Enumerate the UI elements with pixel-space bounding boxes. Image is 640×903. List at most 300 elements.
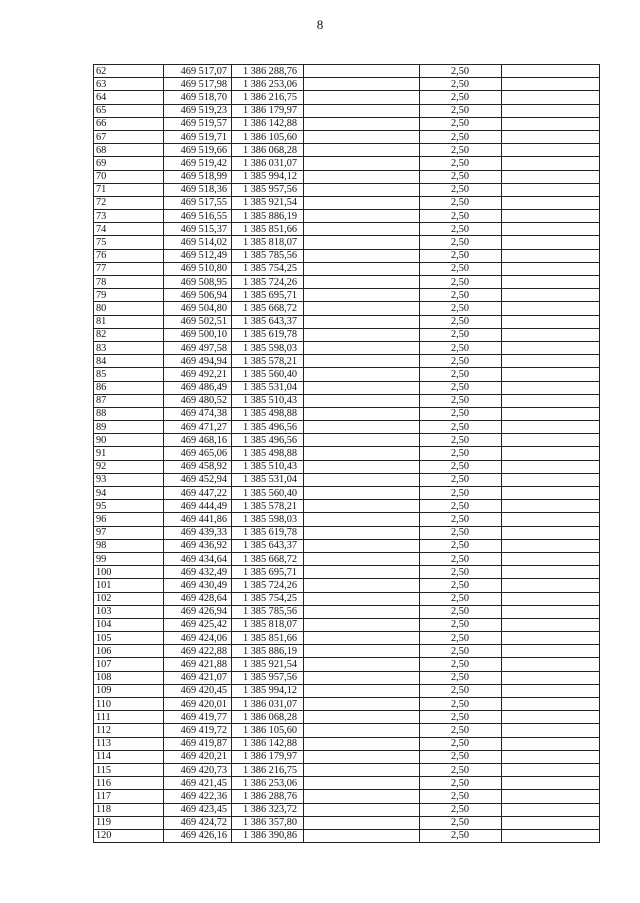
point-number-cell: 83 xyxy=(94,341,164,354)
table-row xyxy=(94,196,600,209)
point-number-cell: 80 xyxy=(94,302,164,315)
y-coordinate-cell: 1 386 288,76 xyxy=(232,65,304,78)
distance-cell: 2,50 xyxy=(420,170,502,183)
empty-cell xyxy=(304,117,420,130)
distance-cell: 2,50 xyxy=(420,421,502,434)
table-row xyxy=(94,434,600,447)
distance-cell: 2,50 xyxy=(420,262,502,275)
y-coordinate-cell: 1 385 598,03 xyxy=(232,341,304,354)
point-number-cell: 70 xyxy=(94,170,164,183)
y-coordinate-cell: 1 386 179,97 xyxy=(232,104,304,117)
x-coordinate-cell: 469 421,88 xyxy=(164,658,232,671)
distance-cell: 2,50 xyxy=(420,196,502,209)
note-cell xyxy=(502,632,600,645)
point-number-cell: 78 xyxy=(94,276,164,289)
distance-cell: 2,50 xyxy=(420,447,502,460)
table-row xyxy=(94,632,600,645)
table-row xyxy=(94,144,600,157)
x-coordinate-cell: 469 508,95 xyxy=(164,276,232,289)
table-row xyxy=(94,790,600,803)
x-coordinate-cell: 469 517,07 xyxy=(164,65,232,78)
y-coordinate-cell: 1 385 957,56 xyxy=(232,183,304,196)
empty-cell xyxy=(304,500,420,513)
point-number-cell: 86 xyxy=(94,381,164,394)
table-row xyxy=(94,262,600,275)
empty-cell xyxy=(304,65,420,78)
y-coordinate-cell: 1 386 142,88 xyxy=(232,117,304,130)
x-coordinate-cell: 469 517,98 xyxy=(164,78,232,91)
table-row xyxy=(94,487,600,500)
y-coordinate-cell: 1 386 253,06 xyxy=(232,777,304,790)
x-coordinate-cell: 469 494,94 xyxy=(164,355,232,368)
point-number-cell: 103 xyxy=(94,605,164,618)
point-number-cell: 91 xyxy=(94,447,164,460)
y-coordinate-cell: 1 385 578,21 xyxy=(232,500,304,513)
table-row xyxy=(94,341,600,354)
empty-cell xyxy=(304,170,420,183)
note-cell xyxy=(502,289,600,302)
distance-cell: 2,50 xyxy=(420,183,502,196)
note-cell xyxy=(502,78,600,91)
empty-cell xyxy=(304,763,420,776)
note-cell xyxy=(502,196,600,209)
note-cell xyxy=(502,104,600,117)
distance-cell: 2,50 xyxy=(420,104,502,117)
distance-cell: 2,50 xyxy=(420,289,502,302)
point-number-cell: 106 xyxy=(94,645,164,658)
distance-cell: 2,50 xyxy=(420,645,502,658)
table-row xyxy=(94,724,600,737)
table-row xyxy=(94,289,600,302)
empty-cell xyxy=(304,684,420,697)
y-coordinate-cell: 1 385 994,12 xyxy=(232,684,304,697)
empty-cell xyxy=(304,183,420,196)
note-cell xyxy=(502,91,600,104)
note-cell xyxy=(502,183,600,196)
distance-cell: 2,50 xyxy=(420,552,502,565)
note-cell xyxy=(502,117,600,130)
note-cell xyxy=(502,829,600,842)
note-cell xyxy=(502,328,600,341)
note-cell xyxy=(502,460,600,473)
x-coordinate-cell: 469 420,01 xyxy=(164,698,232,711)
note-cell xyxy=(502,315,600,328)
empty-cell xyxy=(304,592,420,605)
y-coordinate-cell: 1 386 068,28 xyxy=(232,711,304,724)
point-number-cell: 100 xyxy=(94,566,164,579)
y-coordinate-cell: 1 386 179,97 xyxy=(232,750,304,763)
y-coordinate-cell: 1 385 643,37 xyxy=(232,315,304,328)
distance-cell: 2,50 xyxy=(420,249,502,262)
x-coordinate-cell: 469 502,51 xyxy=(164,315,232,328)
table-row xyxy=(94,91,600,104)
note-cell xyxy=(502,790,600,803)
table-row xyxy=(94,276,600,289)
distance-cell: 2,50 xyxy=(420,539,502,552)
y-coordinate-cell: 1 385 695,71 xyxy=(232,289,304,302)
note-cell xyxy=(502,711,600,724)
empty-cell xyxy=(304,328,420,341)
note-cell xyxy=(502,223,600,236)
x-coordinate-cell: 469 480,52 xyxy=(164,394,232,407)
note-cell xyxy=(502,816,600,829)
y-coordinate-cell: 1 386 253,06 xyxy=(232,78,304,91)
y-coordinate-cell: 1 385 818,07 xyxy=(232,618,304,631)
point-number-cell: 96 xyxy=(94,513,164,526)
distance-cell: 2,50 xyxy=(420,803,502,816)
note-cell xyxy=(502,750,600,763)
note-cell xyxy=(502,473,600,486)
table-row xyxy=(94,829,600,842)
y-coordinate-cell: 1 385 578,21 xyxy=(232,355,304,368)
distance-cell: 2,50 xyxy=(420,117,502,130)
y-coordinate-cell: 1 386 288,76 xyxy=(232,790,304,803)
x-coordinate-cell: 469 428,64 xyxy=(164,592,232,605)
table-row xyxy=(94,500,600,513)
y-coordinate-cell: 1 385 531,04 xyxy=(232,473,304,486)
x-coordinate-cell: 469 420,73 xyxy=(164,763,232,776)
table-row xyxy=(94,170,600,183)
y-coordinate-cell: 1 385 496,56 xyxy=(232,421,304,434)
y-coordinate-cell: 1 385 643,37 xyxy=(232,539,304,552)
table-row xyxy=(94,315,600,328)
empty-cell xyxy=(304,421,420,434)
table-row xyxy=(94,157,600,170)
empty-cell xyxy=(304,104,420,117)
x-coordinate-cell: 469 423,45 xyxy=(164,803,232,816)
table-row xyxy=(94,460,600,473)
x-coordinate-cell: 469 447,22 xyxy=(164,487,232,500)
note-cell xyxy=(502,368,600,381)
empty-cell xyxy=(304,447,420,460)
note-cell xyxy=(502,777,600,790)
x-coordinate-cell: 469 500,10 xyxy=(164,328,232,341)
y-coordinate-cell: 1 385 496,56 xyxy=(232,434,304,447)
empty-cell xyxy=(304,289,420,302)
table-row xyxy=(94,473,600,486)
empty-cell xyxy=(304,302,420,315)
table-row xyxy=(94,737,600,750)
x-coordinate-cell: 469 519,57 xyxy=(164,117,232,130)
x-coordinate-cell: 469 519,42 xyxy=(164,157,232,170)
table-row xyxy=(94,328,600,341)
empty-cell xyxy=(304,658,420,671)
distance-cell: 2,50 xyxy=(420,407,502,420)
point-number-cell: 68 xyxy=(94,144,164,157)
distance-cell: 2,50 xyxy=(420,144,502,157)
x-coordinate-cell: 469 471,27 xyxy=(164,421,232,434)
point-number-cell: 77 xyxy=(94,262,164,275)
distance-cell: 2,50 xyxy=(420,157,502,170)
note-cell xyxy=(502,447,600,460)
distance-cell: 2,50 xyxy=(420,473,502,486)
note-cell xyxy=(502,698,600,711)
y-coordinate-cell: 1 386 216,75 xyxy=(232,763,304,776)
table-row xyxy=(94,223,600,236)
empty-cell xyxy=(304,790,420,803)
x-coordinate-cell: 469 426,16 xyxy=(164,829,232,842)
x-coordinate-cell: 469 441,86 xyxy=(164,513,232,526)
y-coordinate-cell: 1 385 498,88 xyxy=(232,407,304,420)
table-row xyxy=(94,711,600,724)
y-coordinate-cell: 1 385 886,19 xyxy=(232,645,304,658)
y-coordinate-cell: 1 385 619,78 xyxy=(232,328,304,341)
x-coordinate-cell: 469 519,23 xyxy=(164,104,232,117)
empty-cell xyxy=(304,355,420,368)
x-coordinate-cell: 469 420,21 xyxy=(164,750,232,763)
note-cell xyxy=(502,210,600,223)
point-number-cell: 79 xyxy=(94,289,164,302)
table-row xyxy=(94,368,600,381)
distance-cell: 2,50 xyxy=(420,460,502,473)
note-cell xyxy=(502,566,600,579)
y-coordinate-cell: 1 385 510,43 xyxy=(232,394,304,407)
distance-cell: 2,50 xyxy=(420,236,502,249)
coordinates-table-body xyxy=(94,65,600,843)
distance-cell: 2,50 xyxy=(420,750,502,763)
coordinates-table xyxy=(93,64,600,843)
point-number-cell: 108 xyxy=(94,671,164,684)
empty-cell xyxy=(304,196,420,209)
distance-cell: 2,50 xyxy=(420,763,502,776)
x-coordinate-cell: 469 506,94 xyxy=(164,289,232,302)
point-number-cell: 73 xyxy=(94,210,164,223)
table-row xyxy=(94,236,600,249)
table-row xyxy=(94,671,600,684)
point-number-cell: 90 xyxy=(94,434,164,447)
empty-cell xyxy=(304,539,420,552)
distance-cell: 2,50 xyxy=(420,65,502,78)
point-number-cell: 101 xyxy=(94,579,164,592)
distance-cell: 2,50 xyxy=(420,341,502,354)
table-row xyxy=(94,763,600,776)
point-number-cell: 85 xyxy=(94,368,164,381)
distance-cell: 2,50 xyxy=(420,777,502,790)
empty-cell xyxy=(304,645,420,658)
table-row xyxy=(94,566,600,579)
y-coordinate-cell: 1 385 598,03 xyxy=(232,513,304,526)
note-cell xyxy=(502,421,600,434)
x-coordinate-cell: 469 439,33 xyxy=(164,526,232,539)
distance-cell: 2,50 xyxy=(420,302,502,315)
table-row xyxy=(94,684,600,697)
point-number-cell: 97 xyxy=(94,526,164,539)
note-cell xyxy=(502,618,600,631)
table-row xyxy=(94,698,600,711)
distance-cell: 2,50 xyxy=(420,78,502,91)
x-coordinate-cell: 469 444,49 xyxy=(164,500,232,513)
y-coordinate-cell: 1 385 994,12 xyxy=(232,170,304,183)
point-number-cell: 74 xyxy=(94,223,164,236)
table-row xyxy=(94,658,600,671)
distance-cell: 2,50 xyxy=(420,618,502,631)
note-cell xyxy=(502,302,600,315)
x-coordinate-cell: 469 422,88 xyxy=(164,645,232,658)
table-row xyxy=(94,579,600,592)
point-number-cell: 111 xyxy=(94,711,164,724)
x-coordinate-cell: 469 512,49 xyxy=(164,249,232,262)
point-number-cell: 107 xyxy=(94,658,164,671)
y-coordinate-cell: 1 385 754,25 xyxy=(232,592,304,605)
table-row xyxy=(94,78,600,91)
empty-cell xyxy=(304,579,420,592)
empty-cell xyxy=(304,632,420,645)
empty-cell xyxy=(304,803,420,816)
note-cell xyxy=(502,763,600,776)
table-row xyxy=(94,407,600,420)
distance-cell: 2,50 xyxy=(420,684,502,697)
empty-cell xyxy=(304,526,420,539)
y-coordinate-cell: 1 385 851,66 xyxy=(232,223,304,236)
note-cell xyxy=(502,65,600,78)
table-row xyxy=(94,803,600,816)
table-row xyxy=(94,421,600,434)
y-coordinate-cell: 1 386 031,07 xyxy=(232,157,304,170)
distance-cell: 2,50 xyxy=(420,328,502,341)
empty-cell xyxy=(304,711,420,724)
point-number-cell: 119 xyxy=(94,816,164,829)
empty-cell xyxy=(304,750,420,763)
y-coordinate-cell: 1 386 105,60 xyxy=(232,130,304,143)
note-cell xyxy=(502,592,600,605)
distance-cell: 2,50 xyxy=(420,566,502,579)
x-coordinate-cell: 469 514,02 xyxy=(164,236,232,249)
table-row xyxy=(94,130,600,143)
x-coordinate-cell: 469 421,07 xyxy=(164,671,232,684)
empty-cell xyxy=(304,737,420,750)
y-coordinate-cell: 1 385 724,26 xyxy=(232,276,304,289)
distance-cell: 2,50 xyxy=(420,592,502,605)
point-number-cell: 116 xyxy=(94,777,164,790)
distance-cell: 2,50 xyxy=(420,579,502,592)
table-row xyxy=(94,539,600,552)
note-cell xyxy=(502,249,600,262)
empty-cell xyxy=(304,262,420,275)
empty-cell xyxy=(304,315,420,328)
x-coordinate-cell: 469 518,70 xyxy=(164,91,232,104)
y-coordinate-cell: 1 385 668,72 xyxy=(232,302,304,315)
y-coordinate-cell: 1 385 754,25 xyxy=(232,262,304,275)
point-number-cell: 115 xyxy=(94,763,164,776)
table-row xyxy=(94,302,600,315)
y-coordinate-cell: 1 385 785,56 xyxy=(232,605,304,618)
note-cell xyxy=(502,434,600,447)
y-coordinate-cell: 1 385 560,40 xyxy=(232,368,304,381)
table-row xyxy=(94,65,600,78)
empty-cell xyxy=(304,249,420,262)
empty-cell xyxy=(304,829,420,842)
distance-cell: 2,50 xyxy=(420,526,502,539)
distance-cell: 2,50 xyxy=(420,487,502,500)
point-number-cell: 81 xyxy=(94,315,164,328)
distance-cell: 2,50 xyxy=(420,605,502,618)
x-coordinate-cell: 469 465,06 xyxy=(164,447,232,460)
table-row xyxy=(94,210,600,223)
point-number-cell: 82 xyxy=(94,328,164,341)
note-cell xyxy=(502,262,600,275)
empty-cell xyxy=(304,487,420,500)
distance-cell: 2,50 xyxy=(420,724,502,737)
empty-cell xyxy=(304,618,420,631)
table-row xyxy=(94,526,600,539)
x-coordinate-cell: 469 515,37 xyxy=(164,223,232,236)
distance-cell: 2,50 xyxy=(420,658,502,671)
distance-cell: 2,50 xyxy=(420,394,502,407)
empty-cell xyxy=(304,368,420,381)
table-row xyxy=(94,249,600,262)
distance-cell: 2,50 xyxy=(420,698,502,711)
table-row xyxy=(94,381,600,394)
point-number-cell: 66 xyxy=(94,117,164,130)
table-row xyxy=(94,104,600,117)
distance-cell: 2,50 xyxy=(420,210,502,223)
empty-cell xyxy=(304,552,420,565)
distance-cell: 2,50 xyxy=(420,368,502,381)
x-coordinate-cell: 469 486,49 xyxy=(164,381,232,394)
point-number-cell: 64 xyxy=(94,91,164,104)
point-number-cell: 75 xyxy=(94,236,164,249)
empty-cell xyxy=(304,816,420,829)
x-coordinate-cell: 469 422,36 xyxy=(164,790,232,803)
table-row xyxy=(94,592,600,605)
table-row xyxy=(94,447,600,460)
empty-cell xyxy=(304,223,420,236)
x-coordinate-cell: 469 430,49 xyxy=(164,579,232,592)
empty-cell xyxy=(304,341,420,354)
x-coordinate-cell: 469 518,99 xyxy=(164,170,232,183)
note-cell xyxy=(502,157,600,170)
point-number-cell: 99 xyxy=(94,552,164,565)
point-number-cell: 114 xyxy=(94,750,164,763)
table-row xyxy=(94,394,600,407)
empty-cell xyxy=(304,777,420,790)
y-coordinate-cell: 1 385 785,56 xyxy=(232,249,304,262)
y-coordinate-cell: 1 386 357,80 xyxy=(232,816,304,829)
empty-cell xyxy=(304,671,420,684)
empty-cell xyxy=(304,91,420,104)
distance-cell: 2,50 xyxy=(420,711,502,724)
note-cell xyxy=(502,130,600,143)
x-coordinate-cell: 469 434,64 xyxy=(164,552,232,565)
table-row xyxy=(94,552,600,565)
distance-cell: 2,50 xyxy=(420,790,502,803)
x-coordinate-cell: 469 519,66 xyxy=(164,144,232,157)
empty-cell xyxy=(304,566,420,579)
distance-cell: 2,50 xyxy=(420,737,502,750)
x-coordinate-cell: 469 519,71 xyxy=(164,130,232,143)
note-cell xyxy=(502,236,600,249)
y-coordinate-cell: 1 385 668,72 xyxy=(232,552,304,565)
x-coordinate-cell: 469 419,87 xyxy=(164,737,232,750)
point-number-cell: 104 xyxy=(94,618,164,631)
distance-cell: 2,50 xyxy=(420,91,502,104)
point-number-cell: 110 xyxy=(94,698,164,711)
note-cell xyxy=(502,500,600,513)
x-coordinate-cell: 469 424,06 xyxy=(164,632,232,645)
distance-cell: 2,50 xyxy=(420,315,502,328)
x-coordinate-cell: 469 468,16 xyxy=(164,434,232,447)
point-number-cell: 92 xyxy=(94,460,164,473)
note-cell xyxy=(502,605,600,618)
y-coordinate-cell: 1 385 921,54 xyxy=(232,658,304,671)
note-cell xyxy=(502,487,600,500)
x-coordinate-cell: 469 458,92 xyxy=(164,460,232,473)
y-coordinate-cell: 1 385 695,71 xyxy=(232,566,304,579)
point-number-cell: 112 xyxy=(94,724,164,737)
y-coordinate-cell: 1 385 510,43 xyxy=(232,460,304,473)
distance-cell: 2,50 xyxy=(420,130,502,143)
empty-cell xyxy=(304,460,420,473)
